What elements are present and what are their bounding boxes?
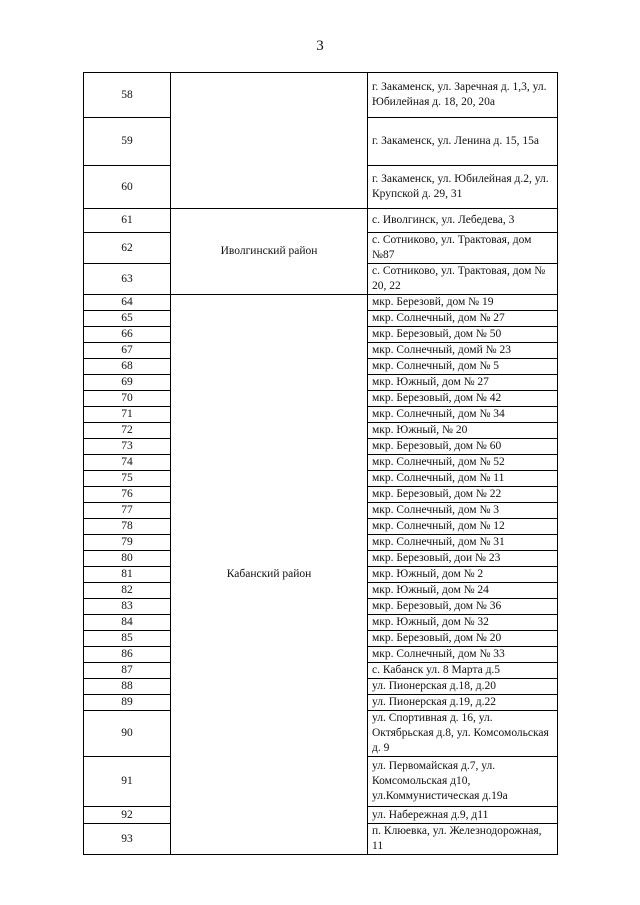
row-number: 71 [84,407,171,423]
row-number: 58 [84,73,171,118]
row-number: 78 [84,519,171,535]
address-cell: мкр. Солнечный, дом № 3 [368,503,558,519]
address-cell: с. Сотниково, ул. Трактовая, дом №87 [368,233,558,264]
address-cell: мкр. Южный, дом № 27 [368,375,558,391]
page-number: 3 [316,38,324,54]
row-number: 81 [84,567,171,583]
row-number: 72 [84,423,171,439]
address-cell: мкр. Южный, дом № 32 [368,615,558,631]
address-cell: мкр. Солнечный, дом № 34 [368,407,558,423]
district-cell-zakamensk [171,73,368,209]
address-cell: г. Закаменск, ул. Ленина д. 15, 15а [368,118,558,166]
address-cell: мкр. Южный, дом № 24 [368,583,558,599]
address-cell: мкр. Южный, дом № 2 [368,567,558,583]
address-cell: г. Закаменск, ул. Юбилейная д.2, ул. Крупской д. 29, 31 [368,166,558,209]
row-number: 79 [84,535,171,551]
row-number: 85 [84,631,171,647]
district-cell-kabansky: Кабанский район [171,295,368,855]
address-cell: мкр. Березовый, дои № 23 [368,551,558,567]
row-number: 69 [84,375,171,391]
address-cell: мкр. Солнечный, дом № 52 [368,455,558,471]
address-cell: г. Закаменск, ул. Заречная д. 1,3, ул. Юбилейная д. 18, 20, 20а [368,73,558,118]
row-number: 64 [84,295,171,311]
row-number: 86 [84,647,171,663]
address-cell: ул. Пионерская д.19, д.22 [368,695,558,711]
row-number: 88 [84,679,171,695]
row-number: 60 [84,166,171,209]
row-number: 89 [84,695,171,711]
address-table [83,72,558,855]
row-number: 63 [84,264,171,295]
row-number: 67 [84,343,171,359]
address-cell: мкр. Солнечный, домй № 23 [368,343,558,359]
address-cell: ул. Набережная д.9, д11 [368,807,558,824]
row-number: 92 [84,807,171,824]
address-cell: мкр. Солнечный, дом № 5 [368,359,558,375]
row-number: 73 [84,439,171,455]
row-number: 68 [84,359,171,375]
row-number: 62 [84,233,171,264]
address-cell: ул. Первомайская д.7, ул. Комсомольская д10, ул.Коммунистическая д.19а [368,757,558,807]
row-number: 61 [84,209,171,233]
row-number: 80 [84,551,171,567]
row-number: 75 [84,471,171,487]
address-cell: ул. Спортивная д. 16, ул. Октябрьская д.8, ул. Комсомольская д. 9 [368,711,558,757]
row-number: 87 [84,663,171,679]
address-cell: мкр. Березовый, дом № 50 [368,327,558,343]
row-number: 77 [84,503,171,519]
row-number: 65 [84,311,171,327]
address-cell: с. Сотниково, ул. Трактовая, дом № 20, 22 [368,264,558,295]
address-cell: мкр. Солнечный, дом № 33 [368,647,558,663]
row-number: 93 [84,824,171,855]
row-number: 76 [84,487,171,503]
address-cell: мкр. Березовый, дом № 60 [368,439,558,455]
address-cell: мкр. Солнечный, дом № 27 [368,311,558,327]
row-number: 91 [84,757,171,807]
district-cell-ivolginsky: Иволгинский район [171,209,368,295]
row-number: 74 [84,455,171,471]
row-number: 66 [84,327,171,343]
address-cell: мкр. Солнечный, дом № 31 [368,535,558,551]
table-row [84,73,558,118]
address-cell: мкр. Солнечный, дом № 11 [368,471,558,487]
address-cell: мкр. Солнечный, дом № 12 [368,519,558,535]
row-number: 84 [84,615,171,631]
address-cell: мкр. Южный, № 20 [368,423,558,439]
row-number: 82 [84,583,171,599]
row-number: 90 [84,711,171,757]
row-number: 70 [84,391,171,407]
address-cell: мкр. Березовый, дом № 22 [368,487,558,503]
row-number: 83 [84,599,171,615]
address-cell: ул. Пионерская д.18, д.20 [368,679,558,695]
address-cell: с. Иволгинск, ул. Лебедева, 3 [368,209,558,233]
table-row [84,295,558,311]
row-number: 59 [84,118,171,166]
address-cell: мкр. Березовый, дом № 42 [368,391,558,407]
address-cell: с. Кабанск ул. 8 Марта д.5 [368,663,558,679]
address-cell: мкр. Березовый, дом № 20 [368,631,558,647]
address-cell: п. Клюевка, ул. Железнодорожная, 11 [368,824,558,855]
table-row [84,209,558,233]
address-cell: мкр. Березовй, дом № 19 [368,295,558,311]
address-cell: мкр. Березовый, дом № 36 [368,599,558,615]
